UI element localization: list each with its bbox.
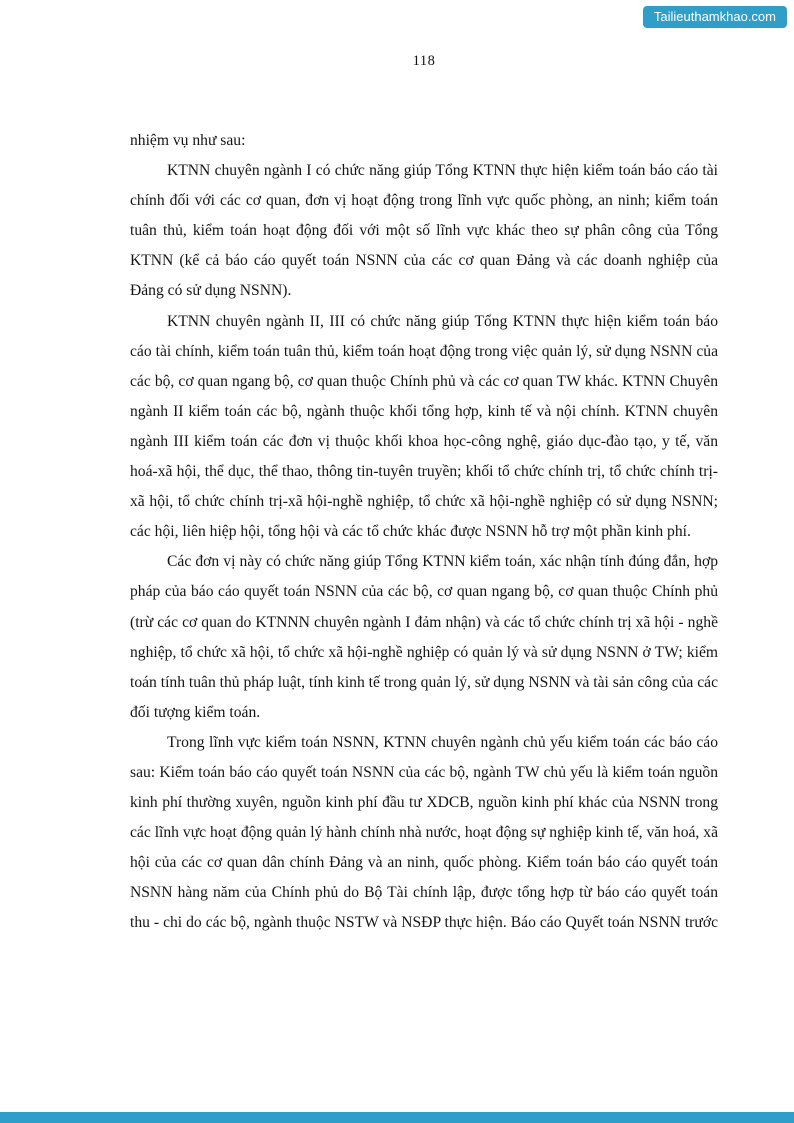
paragraph: nhiệm vụ như sau: <box>130 132 246 149</box>
footer-bar <box>0 1112 794 1123</box>
paragraph: Trong lĩnh vực kiểm toán NSNN, KTNN chuyên ngành chủ yếu kiểm toán các báo cáo sau: Kiểm toán báo cáo quyết toán NSNN của các bộ, ngành TW chủ yếu là kiểm toán nguồn kinh phí thường xuyên, nguồn kinh phí đầu tư XDCB, nguồn kinh phí khác của NSNN trong các lĩnh vực hoạt động quản lý hành chính nhà nước, hoạt động sự nghiệp kinh tế, văn hoá, xã hội của các cơ quan dân chính Đảng và an ninh, quốc phòng. Kiểm toán báo cáo quyết toán NSNN hàng năm của Chính phủ do Bộ Tài chính lập, được tổng hợp từ báo cáo quyết toán thu - chi do các bộ, ngành thuộc NSTW và NSĐP thực hiện. Báo cáo Quyết toán NSNN trước <box>130 733 718 932</box>
document-body <box>130 126 718 939</box>
watermark-badge[interactable]: Tailieuthamkhao.com <box>643 6 787 28</box>
paragraph: KTNN chuyên ngành II, III có chức năng giúp Tổng KTNN thực hiện kiểm toán báo cáo tài chính, kiểm toán tuân thủ, kiểm toán hoạt động trong việc quản lý, sử dụng NSNN của các bộ, cơ quan ngang bộ, cơ quan thuộc Chính phủ và các cơ quan TW khác. KTNN Chuyên ngành II kiểm toán các bộ, ngành thuộc khối tổng hợp, kinh tế và nội chính. KTNN chuyên ngành III kiểm toán các đơn vị thuộc khối khoa học-công nghệ, giáo dục-đào tạo, y tế, văn hoá-xã hội, thể dục, thể thao, thông tin-tuyên truyền; khối tổ chức chính trị, tổ chức chính trị-xã hội, tổ chức chính trị-xã hội-nghề nghiệp, tổ chức xã hội-nghề nghiệp có sử dụng NSNN; các hội, liên hiệp hội, tổng hội và các tổ chức khác được NSNN hỗ trợ một phần kinh phí. <box>130 312 718 541</box>
paragraph: KTNN chuyên ngành I có chức năng giúp Tổng KTNN thực hiện kiểm toán báo cáo tài chính đối với các cơ quan, đơn vị hoạt động trong lĩnh vực quốc phòng, an ninh; kiểm toán tuân thủ, kiểm toán hoạt động đối với một số lĩnh vực khác theo sự phân công của Tổng KTNN (kể cả báo cáo quyết toán NSNN của các cơ quan Đảng và các doanh nghiệp của Đảng có sử dụng NSNN). <box>130 162 718 300</box>
page-number: 118 <box>412 53 436 69</box>
paragraph: Các đơn vị này có chức năng giúp Tổng KTNN kiểm toán, xác nhận tính đúng đắn, hợp pháp của báo cáo quyết toán NSNN của các bộ, cơ quan ngang bộ, cơ quan thuộc Chính phủ (trừ các cơ quan do KTNNN chuyên ngành I đảm nhận) và các tổ chức chính trị xã hội - nghề nghiệp, tổ chức xã hội, tổ chức xã hội-nghề nghiệp có quản lý và sử dụng NSNN ở TW; kiểm toán tính tuân thủ pháp luật, tính kinh tế trong quản lý, sử dụng NSNN và tài sản công của các đối tượng kiểm toán. <box>130 553 718 721</box>
